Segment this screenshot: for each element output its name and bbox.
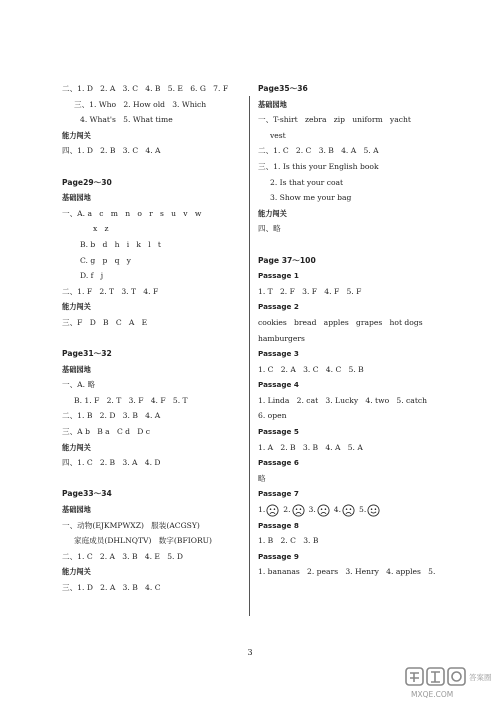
answer-line: 家庭成员(DHLNQTV) 数字(BFIORU)	[74, 536, 213, 546]
face-number: 5.	[359, 505, 367, 515]
face-answer	[283, 504, 304, 517]
subheading: Passage 5	[258, 427, 299, 437]
sad-face-icon	[292, 504, 305, 517]
subheading: 能力闯关	[62, 302, 91, 312]
answer-line: 略	[258, 473, 266, 483]
face-number: 2.	[283, 505, 291, 515]
subheading: 基础园地	[258, 99, 287, 109]
page-number: 3	[247, 648, 253, 657]
face-answer	[309, 504, 330, 517]
face-answers	[258, 505, 448, 515]
spacer	[62, 474, 240, 484]
answer-line: 四、1. D 2. B 3. C 4. A	[62, 146, 161, 156]
watermark-text-cn: 答案圈	[469, 673, 492, 682]
answer-line: 1. bananas 2. pears 3. Henry 4. apples 5.	[258, 567, 436, 577]
face-number: 1.	[258, 505, 266, 515]
answer-line: 三、1. D 2. A 3. B 4. C	[62, 583, 161, 592]
section-heading: Page 37～100	[258, 255, 316, 265]
answer-line: 三、1. Who 2. How old 3. Which	[74, 99, 207, 109]
answer-line: 1. B 2. C 3. B	[258, 536, 319, 546]
answer-line: vest	[270, 130, 286, 140]
answer-line: 二、1. F 2. T 3. T 4. F	[62, 286, 159, 296]
subheading: Passage 9	[258, 551, 299, 561]
sad-face-icon	[266, 504, 279, 517]
subheading: Passage 2	[258, 302, 299, 312]
subheading: Passage 6	[258, 458, 299, 468]
answer-line: 1. Linda 2. cat 3. Lucky 4. two 5. catch	[258, 395, 428, 405]
answer-line: B. 1. F 2. T 3. F 4. F 5. T	[74, 395, 188, 405]
answer-line: 四、略	[258, 224, 281, 234]
answer-line: 一、A. 略	[62, 380, 96, 390]
answer-line: 二、1. D 2. A 3. C 4. B 5. E 6. G 7. F	[62, 84, 229, 93]
section-heading: Page31～32	[62, 349, 112, 359]
watermark-logo	[403, 664, 499, 702]
face-number: 4.	[333, 505, 341, 515]
sad-face-icon	[317, 504, 330, 517]
answer-line: 2. Is that your coat	[270, 177, 344, 187]
answer-line: 二、1. B 2. D 3. B 4. A	[62, 411, 161, 421]
answer-line: 三、1. Is this your English book	[258, 161, 379, 171]
happy-face-icon	[367, 504, 380, 517]
answer-line: 4. What's 5. What time	[80, 115, 173, 125]
answer-line: hamburgers	[258, 333, 305, 343]
subheading: 能力闯关	[258, 208, 287, 218]
answer-line: 二、1. C 2. C 3. B 4. A 5. A	[258, 146, 379, 156]
face-answer	[334, 504, 355, 517]
answer-line: 一、A. a c m n o r s u v w	[62, 208, 202, 218]
sad-face-icon	[342, 504, 355, 517]
answer-line: 一、T-shirt zebra zip uniform yacht	[258, 115, 411, 125]
answer-line: 1. C 2. A 3. C 4. C 5. B	[258, 364, 364, 374]
subheading: Passage 7	[258, 489, 299, 499]
subheading: 基础园地	[62, 505, 91, 515]
face-answer	[258, 504, 279, 517]
answer-line: C. g p q y	[80, 255, 131, 265]
answer-line: x z	[93, 224, 109, 234]
right-column	[258, 84, 448, 583]
answer-line: B. b d h i k l t	[80, 239, 161, 249]
answer-line: 三、F D B C A E	[62, 317, 148, 327]
answer-line: cookies bread apples grapes hot dogs	[258, 317, 423, 327]
section-heading: Page29～30	[62, 177, 112, 187]
subheading: Passage 3	[258, 349, 299, 359]
answer-line: 1. A 2. B 3. B 4. A 5. A	[258, 442, 363, 452]
subheading: 基础园地	[62, 193, 91, 203]
left-column	[62, 84, 240, 599]
answer-line: 3. Show me your bag	[270, 193, 352, 203]
answer-line: 二、1. C 2. A 3. B 4. E 5. D	[62, 551, 183, 561]
subheading: 能力闯关	[62, 130, 91, 140]
section-heading: Page35～36	[258, 84, 308, 93]
subheading: 能力闯关	[62, 567, 91, 577]
subheading: 能力闯关	[62, 442, 91, 452]
face-number: 3.	[308, 505, 316, 515]
subheading: Passage 4	[258, 380, 299, 390]
answer-line: 一、动物(EJKMPWXZ) 服装(ACGSY)	[62, 520, 200, 530]
spacer	[258, 240, 448, 250]
answer-line: 6. open	[258, 411, 287, 421]
watermark-text: MXQE.COM	[411, 690, 454, 699]
answer-line: D. f j	[80, 271, 104, 281]
subheading: Passage 8	[258, 520, 299, 530]
face-answer	[359, 504, 380, 517]
answer-line: 四、1. C 2. B 3. A 4. D	[62, 458, 161, 468]
subheading: Passage 1	[258, 271, 299, 281]
section-heading: Page33～34	[62, 489, 112, 499]
answer-line: 1. T 2. F 3. F 4. F 5. F	[258, 286, 362, 296]
answer-line: 三、A b B a C d D c	[62, 427, 151, 437]
subheading: 基础园地	[62, 364, 91, 374]
spacer	[62, 334, 240, 344]
column-divider	[249, 96, 250, 616]
spacer	[62, 162, 240, 172]
